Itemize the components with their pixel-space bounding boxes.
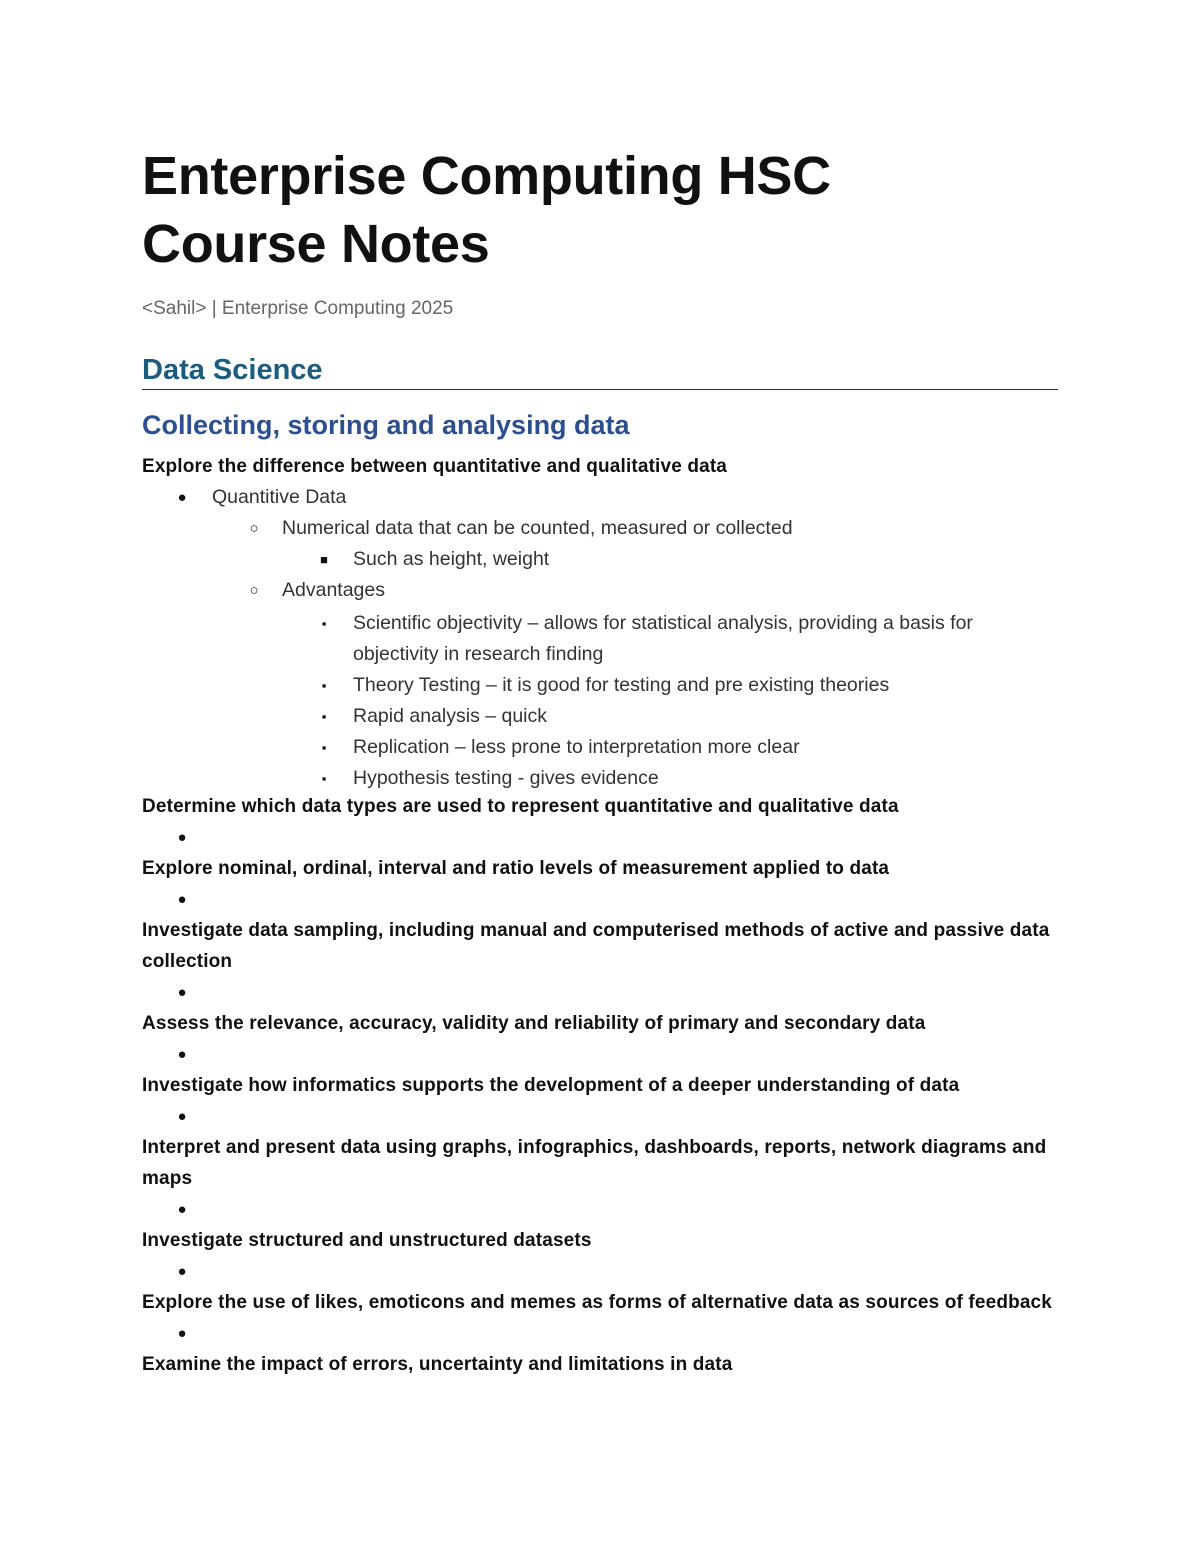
notes-content xyxy=(142,451,1060,1380)
hollow-circle-bullet-icon: ○ xyxy=(249,520,259,537)
empty-list-item xyxy=(142,1318,1060,1349)
filled-circle-bullet-icon: ● xyxy=(177,1325,187,1342)
syllabus-dot-point: Explore the difference between quantitative and qualitative data xyxy=(142,456,728,477)
list-item-level-3 xyxy=(142,544,1060,575)
heading-divider xyxy=(142,389,1058,390)
square-bullet-icon: ▪ xyxy=(321,616,327,631)
empty-list-item xyxy=(142,1194,1060,1225)
list-item-level-3 xyxy=(142,670,1060,701)
filled-circle-bullet-icon: ● xyxy=(177,891,187,908)
subsection-heading: Collecting, storing and analysing data xyxy=(142,410,630,440)
filled-circle-bullet-icon: ● xyxy=(177,984,187,1001)
empty-list-item xyxy=(142,1101,1060,1132)
syllabus-dot-point: Investigate data sampling, including manual and computerised methods of active and passive data collection xyxy=(142,920,1050,972)
syllabus-dot-point: Assess the relevance, accuracy, validity and reliability of primary and secondary data xyxy=(142,1013,926,1034)
square-bullet-icon: ▪ xyxy=(321,771,327,786)
syllabus-dot-point: Determine which data types are used to represent quantitative and qualitative data xyxy=(142,796,899,817)
filled-circle-bullet-icon: ● xyxy=(177,1046,187,1063)
filled-circle-bullet-icon: ● xyxy=(177,489,187,506)
list-item-text: Numerical data that can be counted, measured or collected xyxy=(282,517,793,539)
filled-circle-bullet-icon: ● xyxy=(177,1201,187,1218)
syllabus-dot-point: Explore nominal, ordinal, interval and ratio levels of measurement applied to data xyxy=(142,858,890,879)
list-item-level-3 xyxy=(142,608,1060,670)
list-item-text: Theory Testing – it is good for testing and pre existing theories xyxy=(353,674,890,696)
document-subtitle: <Sahil> | Enterprise Computing 2025 xyxy=(142,298,454,319)
list-item-text: Hypothesis testing - gives evidence xyxy=(353,767,659,789)
hollow-circle-bullet-icon: ○ xyxy=(249,582,259,599)
list-item-text: Replication – less prone to interpretation more clear xyxy=(353,736,800,758)
square-bullet-icon: ▪ xyxy=(321,740,327,755)
title-line-2: Course Notes xyxy=(142,214,490,274)
filled-circle-bullet-icon: ● xyxy=(177,1263,187,1280)
filled-circle-bullet-icon: ● xyxy=(177,829,187,846)
square-bullet-icon: ▪ xyxy=(321,709,327,724)
list-item-text: Quantitive Data xyxy=(212,486,347,508)
list-item-level-3 xyxy=(142,763,1060,794)
list-item-text: Rapid analysis – quick xyxy=(353,705,548,727)
square-bullet-icon: ■ xyxy=(320,552,328,567)
syllabus-dot-point: Explore the use of likes, emoticons and memes as forms of alternative data as sources of feedback xyxy=(142,1292,1052,1313)
filled-circle-bullet-icon: ● xyxy=(177,1108,187,1125)
empty-list-item xyxy=(142,1039,1060,1070)
list-item-level-2 xyxy=(142,513,1060,544)
syllabus-dot-point: Investigate structured and unstructured datasets xyxy=(142,1230,592,1251)
empty-list-item xyxy=(142,1256,1060,1287)
list-item-text: Advantages xyxy=(282,579,385,601)
list-item-level-3 xyxy=(142,701,1060,732)
list-item-level-1 xyxy=(142,482,1060,513)
section-heading: Data Science xyxy=(142,354,323,386)
syllabus-dot-point: Examine the impact of errors, uncertainty and limitations in data xyxy=(142,1354,733,1375)
list-item-level-2 xyxy=(142,575,1060,606)
list-item-text: Such as height, weight xyxy=(353,548,550,570)
list-item-text: Scientific objectivity – allows for statistical analysis, providing a basis for objectivity in research finding xyxy=(353,612,973,665)
syllabus-dot-point: Investigate how informatics supports the development of a deeper understanding of data xyxy=(142,1075,960,1096)
syllabus-dot-point: Interpret and present data using graphs, infographics, dashboards, reports, network diagrams and maps xyxy=(142,1137,1047,1189)
empty-list-item xyxy=(142,822,1060,853)
document-title xyxy=(142,142,831,278)
empty-list-item xyxy=(142,884,1060,915)
empty-list-item xyxy=(142,977,1060,1008)
title-line-1: Enterprise Computing HSC xyxy=(142,146,831,206)
list-item-level-3 xyxy=(142,732,1060,763)
square-bullet-icon: ▪ xyxy=(321,678,327,693)
